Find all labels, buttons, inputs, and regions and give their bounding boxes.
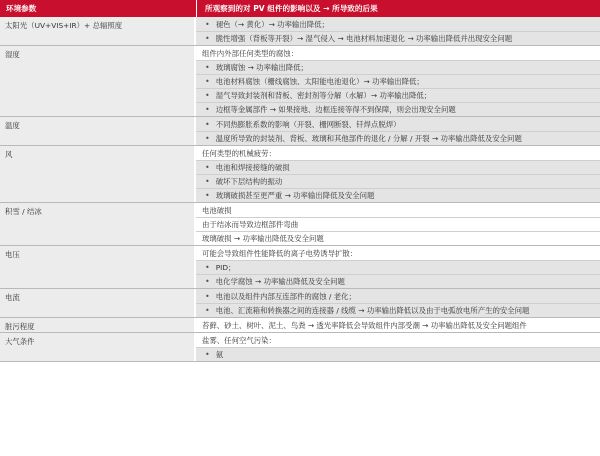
effects-cell: [196, 117, 600, 145]
effects-cell: [196, 17, 600, 45]
effect-bullet-item: • 电池以及组件内部互连部件的腐蚀 / 老化；: [196, 289, 600, 303]
effect-bullet-item: • 电化学腐蚀 → 功率输出降低及安全问题: [196, 274, 600, 288]
effect-bullet-item: • 玻璃破损甚至更严重 → 功率输出降低及安全问题: [196, 188, 600, 202]
effect-bullet-item: • 湿气导致封装剂和背板、密封剂等分解（水解）→ 功率输出降低；: [196, 88, 600, 102]
parameter-cell: 积雪 / 结冰: [0, 203, 196, 245]
parameter-cell: 太阳光（UV+VIS+IR）+ 总辐照度: [0, 17, 196, 45]
parameter-cell: 脏污程度: [0, 318, 196, 332]
effect-bullet-item: • 褪色（→ 黄化）→ 功率输出降低；: [196, 17, 600, 31]
effects-cell: [196, 318, 600, 332]
effect-line: 组件内外部任何类型的腐蚀：: [196, 46, 600, 60]
effect-bullet-item: • 脆性增强（背板等开裂）→ 湿气侵入 → 电池材料加速退化 → 功率输出降低并出现安全问题: [196, 31, 600, 45]
table-header: [0, 0, 600, 17]
table-row: [0, 246, 600, 289]
effect-bullet-item: • 电池和焊接接缝的破损: [196, 160, 600, 174]
header-effects: 所观察到的对 PV 组件的影响以及 → 所导致的后果: [196, 0, 600, 17]
parameter-cell: 温度: [0, 117, 196, 145]
effect-line: 由于结冰而导致边框部件弯曲: [196, 217, 600, 231]
effects-cell: [196, 333, 600, 361]
parameter-cell: 风: [0, 146, 196, 202]
effect-line: 可能会导致组件性能降低的离子电势诱导扩散：: [196, 246, 600, 260]
effects-cell: [196, 146, 600, 202]
effect-line: 盐雾、任何空气污染：: [196, 333, 600, 347]
table-row: [0, 318, 600, 333]
parameter-cell: 电流: [0, 289, 196, 317]
effect-bullet-item: • 电池材料腐蚀（栅线腐蚀、太阳能电池退化）→ 功率输出降低；: [196, 74, 600, 88]
effect-bullet-item: • 电池、汇流箱和转换器之间的连接器 / 线缆 → 功率输出降低以及由于电弧放电所产生的安全问题: [196, 303, 600, 317]
table-row: [0, 46, 600, 117]
parameter-cell: 大气条件: [0, 333, 196, 361]
effects-cell: [196, 203, 600, 245]
effects-cell: [196, 46, 600, 116]
effect-line: 苔藓、砂土、树叶、泥土、鸟粪 → 透光率降低会导致组件内部受潮 → 功率输出降低及安全问题组件: [196, 318, 600, 332]
effect-line: 任何类型的机械疲劳：: [196, 146, 600, 160]
effect-bullet-item: • PID；: [196, 260, 600, 274]
effect-bullet-item: • 不同热膨胀系数的影响（开裂、栅网断裂、钎焊点脱焊）: [196, 117, 600, 131]
table-body: [0, 17, 600, 362]
effect-bullet-item: • 玻璃腐蚀 → 功率输出降低；: [196, 60, 600, 74]
effect-bullet-item: • 温度所导致的封装剂、背板、玻璃和其他部件的退化 / 分解 / 开裂 → 功率输出降低及安全问题: [196, 131, 600, 145]
effect-line: 电池破损: [196, 203, 600, 217]
parameter-cell: 电压: [0, 246, 196, 288]
header-parameter: 环境参数: [6, 4, 37, 13]
table-row: [0, 117, 600, 146]
table-row: [0, 289, 600, 318]
effects-cell: [196, 246, 600, 288]
effect-bullet-item: • 边框等金属部件 → 如果接地、边框连接等得不到保障，则会出现安全问题: [196, 102, 600, 116]
table-row: [0, 146, 600, 203]
table-row: [0, 203, 600, 246]
effect-bullet-item: • 氨: [196, 347, 600, 361]
effect-line: 玻璃破损 → 功率输出降低及安全问题: [196, 231, 600, 245]
parameter-cell: 湿度: [0, 46, 196, 116]
table-row: [0, 17, 600, 46]
effects-cell: [196, 289, 600, 317]
table-row: [0, 333, 600, 362]
effect-bullet-item: • 破坏下层结构的振动: [196, 174, 600, 188]
